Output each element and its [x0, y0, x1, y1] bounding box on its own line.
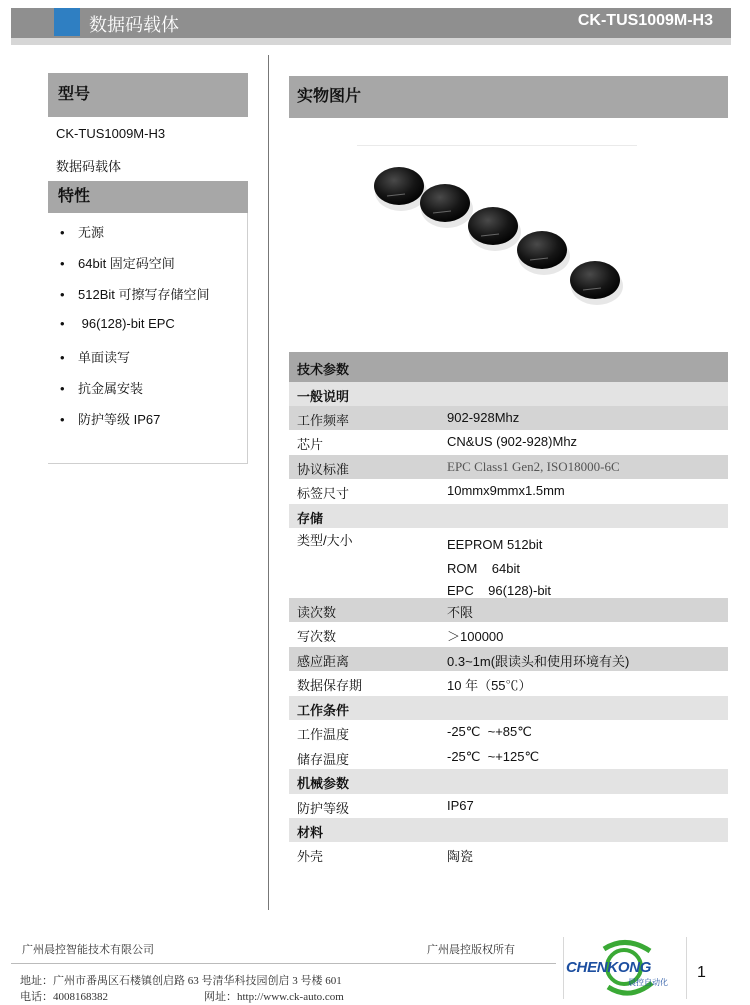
footer-phone: 电话：4008168382	[20, 991, 108, 1003]
section-general: 一般说明	[297, 389, 350, 404]
table-row	[289, 842, 728, 867]
range-value: 0.3~1m(跟读头和使用环境有关)	[447, 654, 630, 669]
reads-value: 不限	[447, 605, 474, 620]
header-model: CK-TUS1009M-H3	[577, 12, 713, 29]
retention-value: 10 年（55℃）	[447, 678, 532, 693]
section-conditions: 工作条件	[297, 703, 350, 718]
tag-4	[517, 231, 570, 275]
table-row	[289, 671, 728, 696]
bullet: •	[60, 287, 65, 302]
feature-text: 防护等级 IP67	[78, 412, 161, 427]
bullet: •	[60, 381, 65, 396]
footer-company: 广州晨控智能技术有限公司	[22, 944, 154, 956]
feature-item	[60, 378, 143, 397]
feature-text: 抗金属安装	[78, 381, 144, 396]
table-row	[289, 479, 728, 504]
writes-label: 写次数	[297, 629, 337, 644]
table-row	[289, 455, 728, 479]
tag-2	[420, 184, 473, 228]
table-row	[289, 622, 728, 647]
logo-subtitle: 晨控自动化	[628, 978, 668, 987]
sttemp-label: 储存温度	[297, 752, 350, 767]
table-row	[289, 745, 728, 769]
bullet: •	[60, 225, 65, 240]
table-row	[289, 528, 728, 598]
shell-label: 外壳	[297, 849, 324, 864]
product-photo	[357, 145, 637, 315]
ip-value: IP67	[447, 798, 474, 813]
footer-address: 地址：广州市番禺区石楼镇创启路 63 号清华科技园创启 3 号楼 601	[20, 975, 342, 987]
feature-item	[60, 253, 175, 272]
feature-item	[60, 222, 104, 241]
model-heading: 型号	[48, 73, 248, 117]
feature-text: 单面读写	[78, 350, 131, 365]
section-mechanical: 机械参数	[297, 776, 350, 791]
feature-item	[60, 316, 175, 331]
spec-heading-row	[289, 352, 728, 382]
column-divider	[268, 55, 269, 910]
feature-text: 512Bit 可擦写存储空间	[78, 287, 210, 302]
section-row	[289, 769, 728, 794]
spec-heading: 技术参数	[297, 362, 350, 377]
company-logo	[563, 937, 687, 999]
chip-value: CN&US (902-928)Mhz	[447, 434, 578, 449]
table-row	[289, 647, 728, 671]
logo-wordmark: CHENKONG	[566, 959, 652, 976]
features-heading: 特性	[48, 181, 248, 213]
model-description: 数据码载体	[56, 159, 122, 174]
reads-label: 读次数	[297, 605, 337, 620]
table-row	[289, 794, 728, 818]
ip-label: 防护等级	[297, 801, 350, 816]
sttemp-value: -25℃ ~+125℃	[447, 749, 540, 764]
feature-text: 96(128)-bit EPC	[78, 316, 175, 331]
header-square-icon	[54, 8, 80, 36]
protocol-label: 协议标准	[297, 462, 350, 477]
table-row	[289, 430, 728, 455]
protocol-value: EPC Class1 Gen2, ISO18000-6C	[447, 459, 620, 474]
section-row	[289, 818, 728, 842]
feature-item	[60, 284, 209, 303]
photo-heading: 实物图片	[289, 76, 728, 118]
table-row	[289, 598, 728, 622]
tag-1	[374, 167, 427, 211]
table-row	[289, 720, 728, 745]
table-row	[289, 406, 728, 430]
size-value: 10mmx9mmx1.5mm	[447, 483, 565, 498]
footer-divider	[11, 963, 556, 964]
shell-value: 陶瓷	[447, 849, 474, 864]
document-title: 数据码载体	[89, 15, 179, 35]
tag-3	[468, 207, 521, 251]
type-label: 类型/大小	[297, 533, 353, 548]
feature-text: 无源	[78, 225, 105, 240]
bullet: •	[60, 316, 65, 331]
feature-text: 64bit 固定码空间	[78, 256, 175, 271]
section-row	[289, 382, 728, 406]
section-storage: 存储	[297, 511, 324, 526]
spec-table	[289, 352, 728, 867]
tag-5	[570, 261, 623, 305]
bullet: •	[60, 256, 65, 271]
footer-website: 网址：http://www.ck-auto.com	[204, 991, 344, 1003]
section-row	[289, 504, 728, 528]
feature-item	[60, 409, 160, 428]
title-bar	[11, 8, 731, 38]
freq-label: 工作频率	[297, 413, 350, 428]
bullet: •	[60, 350, 65, 365]
chip-label: 芯片	[297, 437, 324, 452]
retention-label: 数据保存期	[297, 678, 363, 693]
section-material: 材料	[297, 825, 324, 840]
header-underline	[11, 38, 731, 45]
optemp-value: -25℃ ~+85℃	[447, 724, 532, 739]
type-value-rom: ROM 64bit	[447, 561, 520, 576]
range-label: 感应距离	[297, 654, 350, 669]
footer-copyright: 广州晨控版权所有	[427, 944, 515, 956]
section-row	[289, 696, 728, 720]
page-number: 1	[697, 964, 706, 981]
bullet: •	[60, 412, 65, 427]
writes-value: ＞100000	[447, 629, 504, 644]
size-label: 标签尺寸	[297, 486, 350, 501]
optemp-label: 工作温度	[297, 727, 350, 742]
type-value-epc: EPC 96(128)-bit	[447, 583, 552, 598]
freq-value: 902-928Mhz	[447, 410, 520, 425]
feature-item	[60, 347, 130, 366]
type-value-eeprom: EEPROM 512bit	[447, 537, 543, 552]
model-value: CK-TUS1009M-H3	[56, 126, 166, 141]
